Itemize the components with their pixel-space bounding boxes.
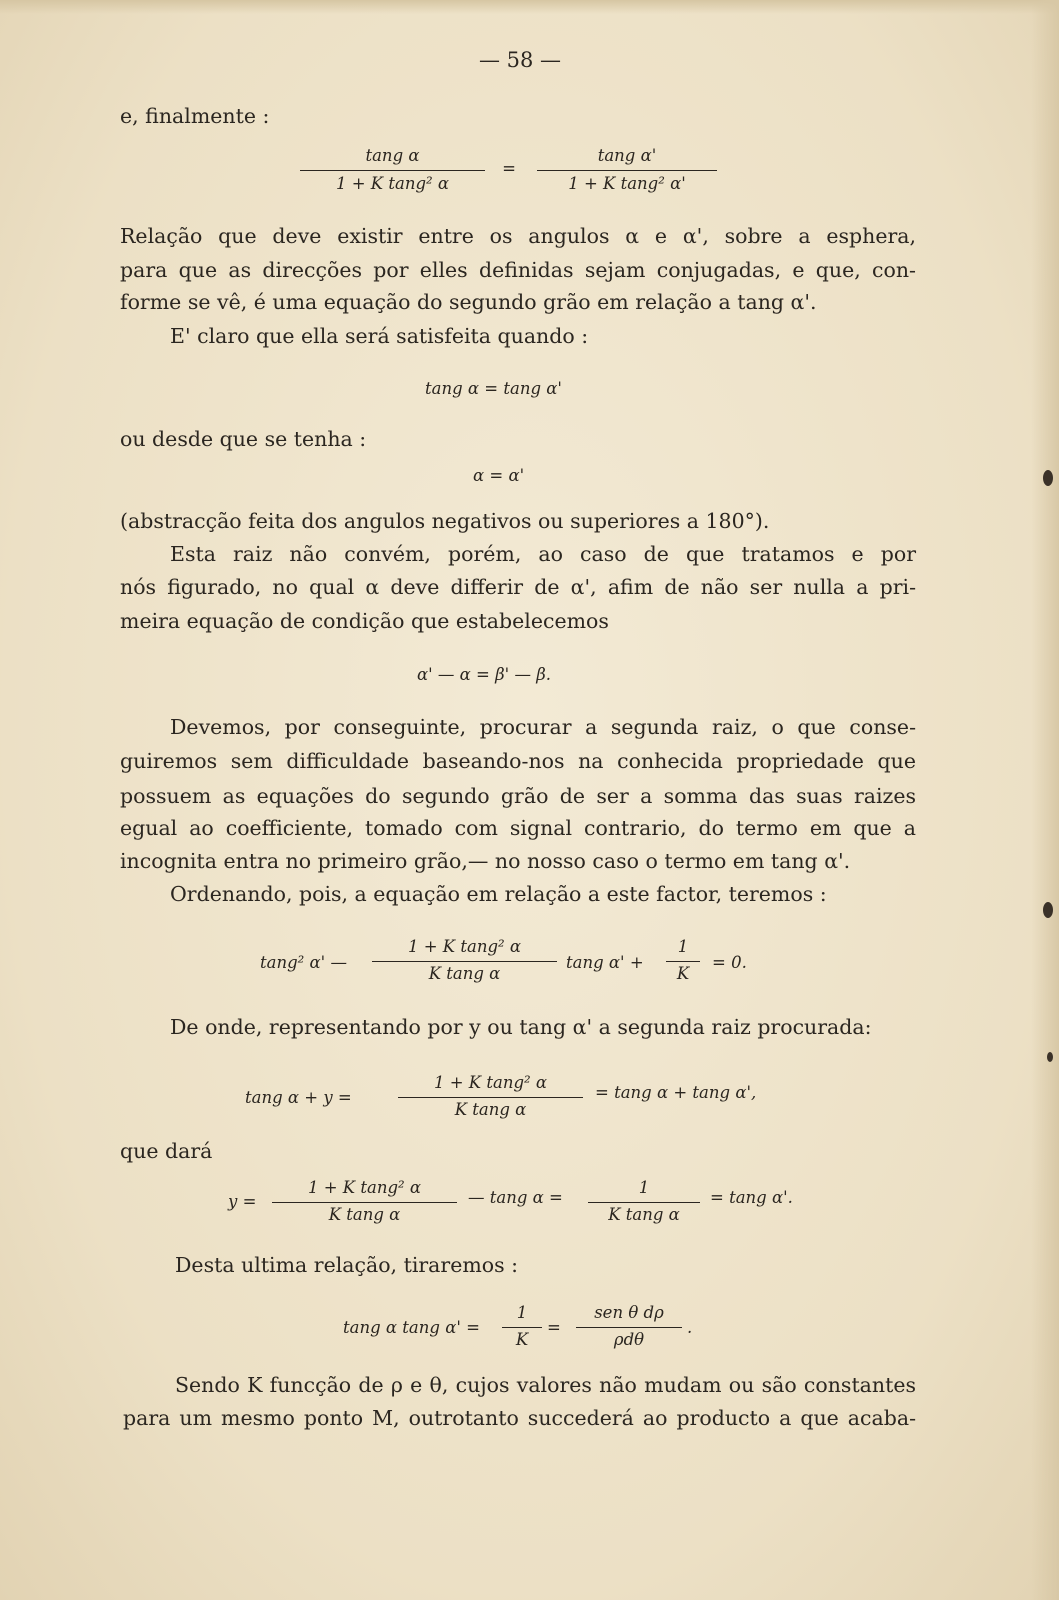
eq7-num: 1 + K tang² α	[307, 1178, 422, 1197]
text-line: Esta raiz não convém, porém, ao caso de que tratamos e por	[170, 542, 916, 566]
fraction-bar	[372, 961, 557, 962]
text-line: Relação que deve existir entre os angulos α e α', sobre a esphera,	[120, 224, 916, 248]
equation-4: α' — α = β' — β.	[417, 665, 551, 684]
fraction-bar	[398, 1097, 583, 1098]
text-line: (abstracção feita dos angulos negativos ou superiores a 180°).	[120, 509, 770, 533]
text-line: E' claro que ella será satisfeita quando :	[170, 324, 589, 348]
fraction-bar	[576, 1327, 682, 1328]
fraction-bar	[272, 1202, 457, 1203]
eq7-num2: 1	[638, 1178, 650, 1197]
ink-spot	[1043, 902, 1053, 918]
equation-2: tang α = tang α'	[425, 379, 562, 398]
page-edge-shadow-top	[0, 0, 1059, 14]
ink-spot	[1043, 470, 1053, 486]
fraction-bar	[666, 961, 700, 962]
eq5-num2: 1	[677, 937, 689, 956]
eq5-den2: K	[676, 964, 690, 983]
eq7-tail: = tang α'.	[710, 1188, 793, 1207]
text-line: para que as direcções por elles definidas sejam conjugadas, e que, con-	[120, 258, 916, 282]
eq7-mid: — tang α =	[468, 1188, 563, 1207]
text-line: De onde, representando por y ou tang α' a segunda raiz procurada:	[170, 1015, 872, 1039]
text-line: possuem as equações do segundo grão de ser a somma das suas raizes	[120, 784, 916, 808]
eq5-den: K tang α	[428, 964, 501, 983]
text-line: Devemos, por conseguinte, procurar a segunda raiz, o que conse-	[170, 715, 916, 739]
page-edge-shadow-right	[1031, 0, 1059, 1600]
eq5-tail: = 0.	[712, 953, 747, 972]
eq6-tail: = tang α + tang α',	[595, 1083, 757, 1102]
eq8-tail: .	[687, 1318, 693, 1337]
eq6-num: 1 + K tang² α	[433, 1073, 548, 1092]
fraction-bar	[537, 170, 717, 171]
eq8-den2: ρdθ	[613, 1330, 645, 1349]
text-line: Desta ultima relação, tiraremos :	[175, 1253, 519, 1277]
eq1-num-right: tang α'	[597, 146, 657, 165]
eq8-den: K	[515, 1330, 529, 1349]
fraction-bar	[300, 170, 485, 171]
eq1-num-left: tang α	[365, 146, 420, 165]
eq6-lead: tang α + y =	[245, 1088, 352, 1107]
text-line: Sendo K funcção de ρ e θ, cujos valores não mudam ou são constantes	[175, 1373, 916, 1397]
page-number: — 58 —	[478, 48, 562, 72]
text-line: egual ao coefficiente, tomado com signal contrario, do termo em que a	[120, 816, 916, 840]
eq8-num: 1	[516, 1303, 528, 1322]
eq1-den-left: 1 + K tang² α	[335, 174, 450, 193]
eq6-den: K tang α	[454, 1100, 527, 1119]
eq8-num2: sen θ dρ	[594, 1303, 664, 1322]
eq1-equals: =	[502, 159, 516, 178]
text-line: nós figurado, no qual α deve differir de α', afim de não ser nulla a pri-	[120, 575, 916, 599]
eq7-den2: K tang α	[608, 1205, 680, 1224]
text-line: para um mesmo ponto M, outrotanto succederá ao producto a que acaba-	[123, 1406, 916, 1430]
eq1-den-right: 1 + K tang² α'	[568, 174, 686, 193]
text-line: Ordenando, pois, a equação em relação a este factor, teremos :	[170, 882, 827, 906]
text-line: que dará	[120, 1139, 213, 1163]
eq5-mid: tang α' +	[566, 953, 644, 972]
text-line: forme se vê, é uma equação do segundo grão em relação a tang α'.	[120, 290, 817, 314]
text-line: e, finalmente :	[120, 104, 270, 128]
fraction-bar	[588, 1202, 700, 1203]
text-line: meira equação de condição que estabelecemos	[120, 609, 609, 633]
text-line: ou desde que se tenha :	[120, 427, 367, 451]
fraction-bar	[502, 1327, 542, 1328]
ink-spot	[1047, 1052, 1053, 1062]
text-line: incognita entra no primeiro grão,— no nosso caso o termo em tang α'.	[120, 849, 851, 873]
eq5-num: 1 + K tang² α	[407, 937, 522, 956]
eq7-lead: y =	[228, 1192, 257, 1211]
text-line: guiremos sem difficuldade baseando-nos na conhecida propriedade que	[120, 749, 916, 773]
eq8-mid: =	[547, 1318, 561, 1337]
eq5-lead: tang² α' —	[260, 953, 347, 972]
eq8-lead: tang α tang α' =	[343, 1318, 480, 1337]
eq7-den: K tang α	[328, 1205, 401, 1224]
equation-3: α = α'	[473, 466, 525, 485]
